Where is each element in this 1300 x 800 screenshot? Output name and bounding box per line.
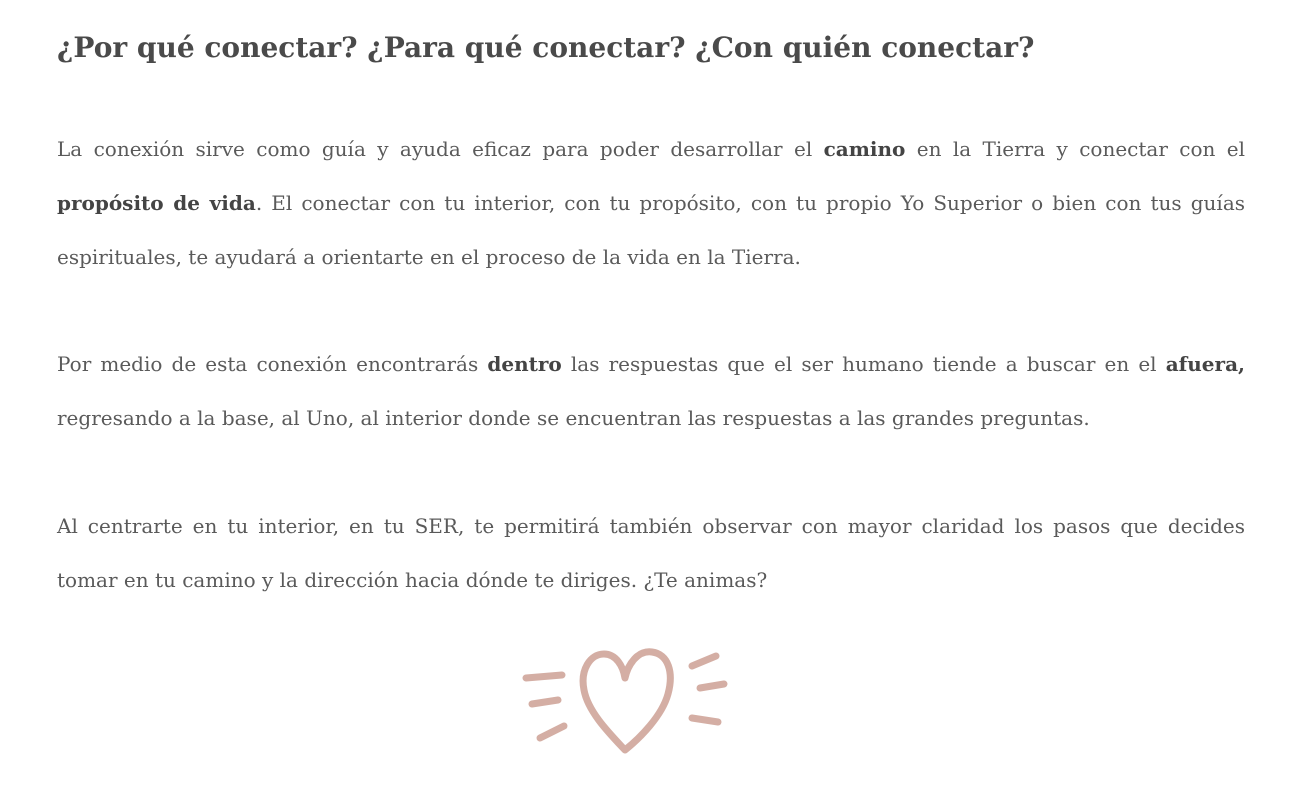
paragraph-center-yourself: Al centrarte en tu interior, en tu SER, te permitirá también observar con mayor claridad los pasos que decides tomar en tu camino y la dirección hacia dónde te diriges. ¿Te animas? (57, 514, 1245, 592)
ray-right-top (692, 656, 716, 666)
emphasis-afuera: afuera, (1165, 352, 1245, 376)
ray-right-middle (700, 684, 724, 688)
ray-right-bottom (692, 718, 718, 722)
emphasis-proposito: propósito de vida (57, 191, 256, 215)
paragraph-inner-answers (57, 337, 1245, 445)
paragraph-text: las respuestas que el ser humano tiende a buscar en el (561, 352, 1166, 376)
emphasis-camino: camino (823, 137, 906, 161)
heart-shape (583, 652, 670, 750)
heart-icon (518, 642, 733, 760)
paragraph-text: regresando a la base, al Uno, al interior donde se encuentran las respuestas a las grandes preguntas. (57, 406, 1090, 430)
paragraph-connection-guide (57, 122, 1245, 284)
ray-left-middle (532, 700, 558, 704)
paragraph-text: en la Tierra y conectar con el (905, 137, 1245, 161)
paragraph-text: La conexión sirve como guía y ayuda eficaz para poder desarrollar el (57, 137, 824, 161)
paragraph-text: . El conectar con tu interior, con tu propósito, con tu propio Yo Superior o bien con tus guías espirituales, te ayudará a orientarte en el proceso de la vida en la Tierra. (57, 191, 1246, 269)
ray-left-top (526, 675, 562, 678)
emphasis-dentro: dentro (487, 352, 562, 376)
ray-left-bottom (540, 726, 564, 738)
page-title: ¿Por qué conectar? ¿Para qué conectar? ¿Con quién conectar? (57, 31, 1035, 64)
paragraph-text: Por medio de esta conexión encontrarás (57, 352, 488, 376)
